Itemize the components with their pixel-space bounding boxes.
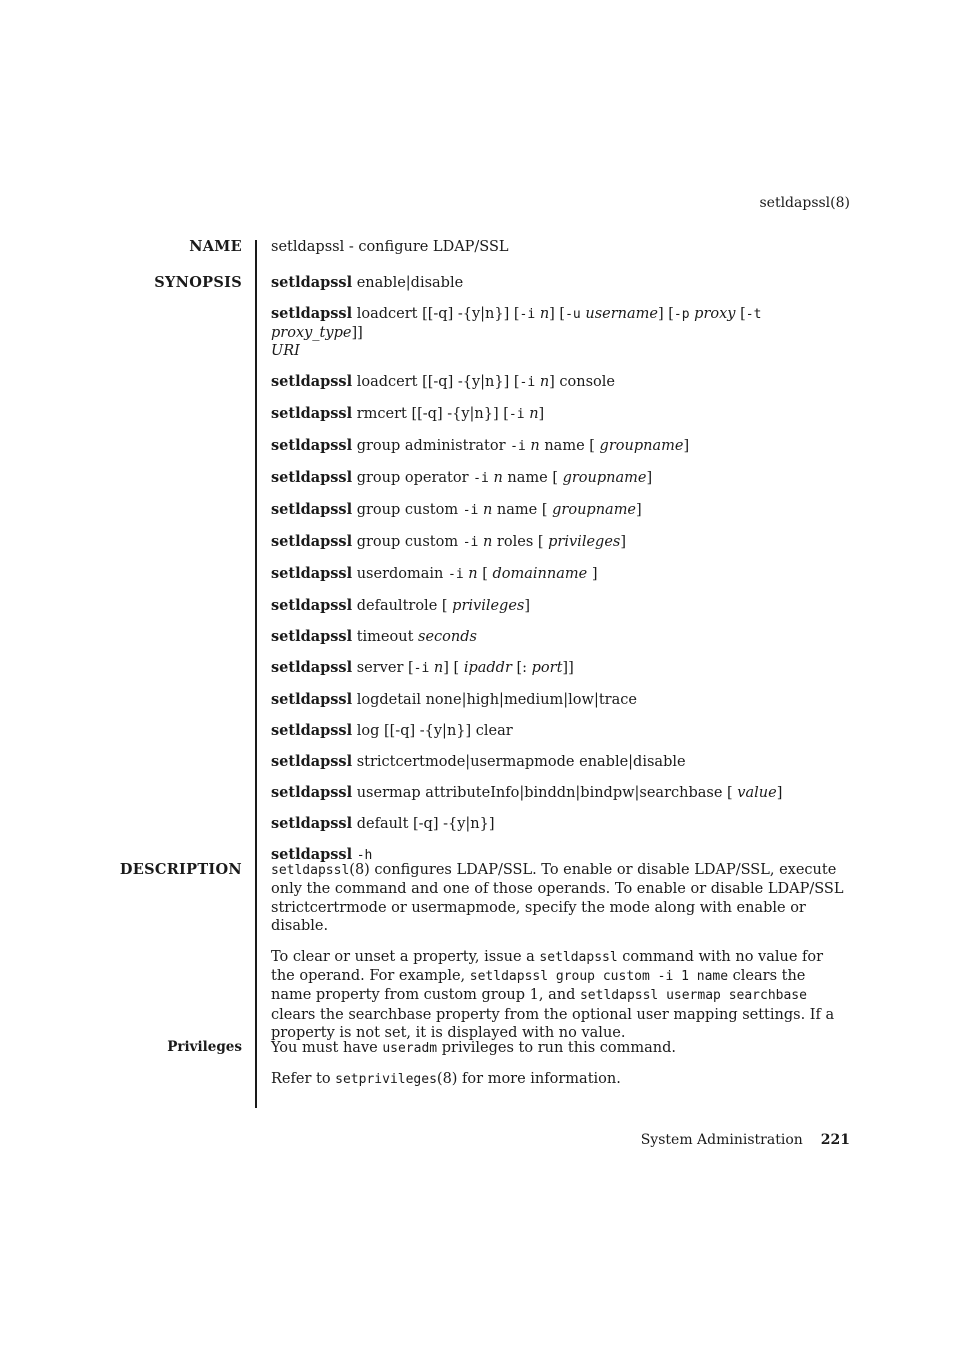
synopsis-label: SYNOPSIS: [154, 274, 242, 291]
synopsis-line: setldapssl loadcert [[-q] -{y|n}] [-i n] [-u username] [-p proxy [-t proxy_type]] URI: [271, 305, 762, 359]
page-footer: [641, 1132, 850, 1148]
synopsis-line: setldapssl userdomain -i n [ domainname ]: [271, 565, 598, 582]
running-head: setldapssl(8): [759, 195, 850, 211]
privileges-label: Privileges: [167, 1039, 242, 1055]
synopsis-line: setldapssl default [-q] -{y|n}]: [271, 815, 495, 832]
synopsis-line: setldapssl logdetail none|high|medium|low|trace: [271, 691, 637, 708]
synopsis-line: setldapssl group custom -i n roles [ privileges]: [271, 533, 627, 550]
synopsis-line: setldapssl group administrator -i n name [ groupname]: [271, 437, 690, 454]
synopsis-line: setldapssl enable|disable: [271, 274, 464, 291]
name-label: NAME: [189, 238, 242, 255]
synopsis-line: setldapssl timeout seconds: [271, 628, 477, 645]
footer-title: System Administration: [640, 1132, 803, 1148]
privileges-paragraph: Refer to setprivileges(8) for more information.: [271, 1071, 621, 1088]
synopsis-body: [271, 274, 849, 878]
description-body: [271, 861, 849, 1055]
synopsis-line: setldapssl group operator -i n name [ groupname]: [271, 469, 653, 486]
synopsis-line: setldapssl strictcertmode|usermapmode enable|disable: [271, 753, 686, 770]
name-text: setldapssl - configure LDAP/SSL: [271, 239, 509, 255]
vertical-rule: [255, 240, 257, 1108]
name-body: [271, 238, 849, 256]
synopsis-line: setldapssl server [-i n] [ ipaddr [: port]]: [271, 659, 574, 676]
synopsis-line: setldapssl rmcert [[-q] -{y|n}] [-i n]: [271, 405, 545, 422]
synopsis-line: setldapssl -h: [271, 846, 373, 863]
privileges-body: [271, 1039, 849, 1102]
synopsis-line: setldapssl usermap attributeInfo|binddn|bindpw|searchbase [ value]: [271, 784, 783, 801]
synopsis-line: setldapssl defaultrole [ privileges]: [271, 597, 531, 614]
description-paragraph: To clear or unset a property, issue a setldapssl command with no value for the operand. For example, setldapssl group custom -i 1 name clears the name property from custom group 1, and setldapssl usermap searchbase clears the searchbase property from the optional user mapping settings. If a property is not set, it is displayed with no value.: [271, 948, 835, 1042]
description-paragraph: setldapssl(8) configures LDAP/SSL. To enable or disable LDAP/SSL, execute only the command and one of those operands. To enable or disable LDAP/SSL strictcertrmode or usermapmode, specify the mode along with enable or disable.: [271, 862, 844, 935]
privileges-paragraph: You must have useradm privileges to run this command.: [271, 1040, 677, 1056]
page-number: 221: [820, 1132, 850, 1148]
synopsis-line: setldapssl loadcert [[-q] -{y|n}] [-i n] console: [271, 373, 616, 390]
synopsis-line: setldapssl group custom -i n name [ groupname]: [271, 501, 642, 518]
synopsis-line: setldapssl log [[-q] -{y|n}] clear: [271, 722, 513, 739]
description-label: DESCRIPTION: [119, 861, 242, 878]
